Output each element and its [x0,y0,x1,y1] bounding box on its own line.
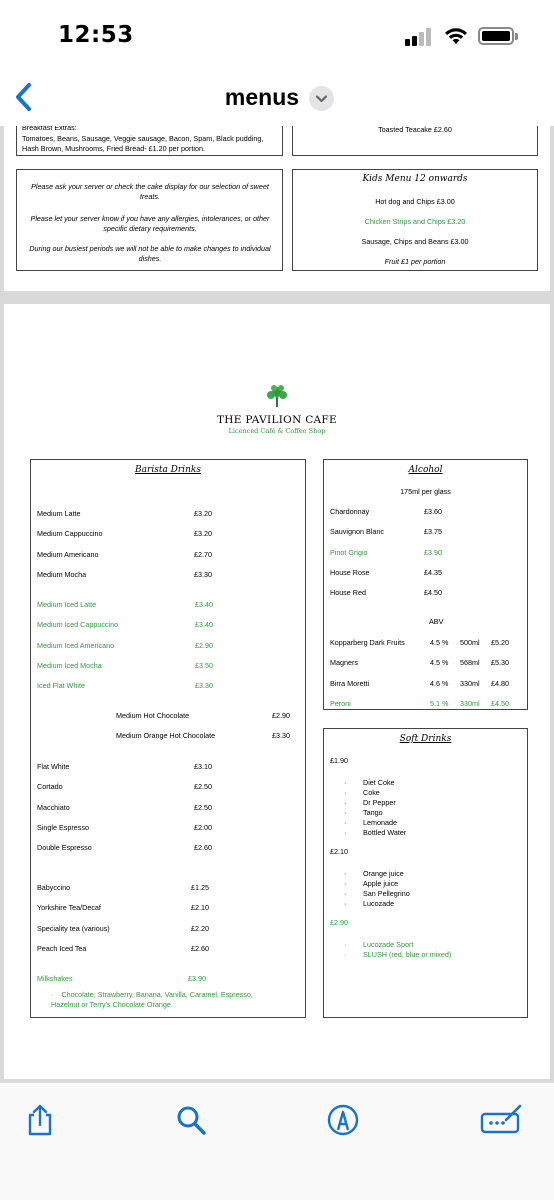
drink-price: £2.90 [195,640,213,650]
logo-subtitle: Licenced Café & Coffee Shop [228,427,326,435]
document-viewer[interactable] [0,126,554,1082]
status-bar [0,0,554,70]
drink-price: £3.20 [194,509,212,518]
drink-name: Iced Flat White [37,681,85,691]
soft-drink-item: Coke [363,788,380,797]
wine-name: Pinot Grigio [330,547,368,557]
menu-page-2 [4,304,550,1079]
drink-name: Flat White [37,762,70,771]
wine-price: £4.50 [424,588,442,598]
drink-price: £3.10 [194,762,212,771]
alcohol-title: Alcohol [408,465,443,475]
soft-drink-item: Lucozade Sport [363,940,414,949]
share-icon[interactable] [23,1103,57,1137]
soft-drink-item: Dr Pepper [363,798,396,807]
beer-name: Magners [330,658,358,668]
barista-title: Barista Drinks [135,465,201,475]
note-busy: During our busiest periods we will not be able to make changes to individual dishes. [29,244,271,263]
soft-drink-item: Lucozade [363,899,395,908]
beer-name: Kopparberg Dark Fruits [330,638,405,647]
drink-name: Peach Iced Tea [37,943,87,953]
battery-icon [478,27,514,45]
beer-price: £5.30 [491,658,509,668]
drink-name: Medium Orange Hot Chocolate [116,731,216,741]
drink-name: Medium Iced Mocha [37,660,102,670]
menu-page-1 [4,126,550,291]
teacake-box [292,126,538,156]
barista-drinks-box [30,459,306,1018]
wifi-icon [444,26,468,46]
drink-price: £2.60 [194,843,212,853]
bullet: · [344,788,347,797]
wine-name: House Red [330,588,366,598]
logo-name: THE PAVILION CAFE [217,414,337,426]
beer-abv: 4.5 % [430,658,449,668]
markup-icon[interactable] [326,1103,360,1137]
soft-drink-item: Tango [363,808,383,817]
soft-drink-item: Apple juice [363,879,399,888]
wine-name: House Rose [330,567,370,577]
milkshake-flavours: · Chocolate, Strawberry, Banana, Vanilla, Caramel, Espresso, Hazelnut or Terry's Chocolate Orange. [51,990,253,1009]
drink-price: £2.70 [194,549,212,559]
drink-name: Milkshakes [37,974,73,983]
kids-menu-title: Kids Menu 12 onwards [362,174,468,184]
bullet: · [344,950,347,959]
kids-item: Hot dog and Chips £3.00 [375,197,455,206]
search-icon[interactable] [174,1103,208,1137]
drink-price: £1.25 [191,883,209,892]
soft-drink-item: San Pellegrino [363,889,410,898]
soft-price: £2.90 [330,918,348,927]
beer-name: Birra Moretti [330,678,370,688]
bullet: · [344,879,347,888]
abv-header: ABV [429,617,444,626]
drink-price: £3.40 [195,620,213,630]
bullet: · [344,828,347,837]
drink-name: Medium Iced Americano [37,640,115,650]
drink-price: £3.50 [195,660,213,670]
drink-name: Speciality tea (various) [37,923,110,933]
soft-drink-item: Orange juice [363,869,404,878]
beer-price: £4.50 [491,698,509,708]
beer-size: 330ml [460,678,480,688]
wine-name: Chardonnay [330,507,370,516]
drink-name: Macchiato [37,802,70,812]
bullet: · [344,940,347,949]
wine-name: Sauvignon Blanc [330,527,384,537]
page-title[interactable]: menus [224,84,300,110]
soft-price: £1.90 [330,756,348,765]
kids-item: Chicken Strips and Chips £3.20 [364,217,466,226]
drink-name: Double Espresso [37,843,92,853]
cellular-signal-icon [405,27,435,46]
alcohol-subtitle: 175ml per glass [400,487,451,496]
kids-item: Sausage, Chips and Beans £3.00 [361,237,469,246]
drink-name: Medium Iced Cappuccino [37,620,119,630]
drink-price: £2.50 [194,782,212,792]
wine-price: £3.75 [424,527,442,537]
drink-price: £2.60 [191,943,209,953]
soft-drink-item: Diet Coke [363,778,395,787]
wine-price: £3.60 [424,507,442,516]
bullet: · [344,889,347,898]
bullet: · [344,798,347,807]
soft-drink-item: Bottled Water [363,828,407,837]
drink-price: £3.40 [195,600,213,609]
drink-price: £3.30 [195,681,213,691]
beer-size: 500ml [460,638,480,647]
beer-abv: 4.6 % [430,678,449,688]
drink-price: £3.20 [194,529,212,539]
breakfast-extras-title: Breakfast Extras: [22,126,77,132]
drink-name: Medium Americano [37,549,99,559]
drink-price: £3.30 [272,731,290,741]
soft-drinks-title: Soft Drinks [399,734,452,744]
drink-name: Medium Hot Chocolate [116,711,190,720]
wine-price: £4.35 [424,567,442,577]
navigation-bar [0,70,554,126]
bullet: · [344,869,347,878]
chevron-down-icon [309,86,334,111]
drink-price: £3.90 [188,974,206,983]
tree-logo-icon [266,384,288,408]
drink-price: £2.50 [194,802,212,812]
status-time: 12:53 [58,22,134,48]
drink-name: Cortado [37,782,63,792]
beer-name: Peroni [330,698,351,708]
drink-price: £3.30 [194,569,212,579]
teacake-item: Toasted Teacake £2.60 [378,126,452,134]
drink-name: Yorkshire Tea/Decaf [37,903,101,913]
wine-price: £3.90 [424,547,442,557]
soft-drinks-box [323,728,528,1018]
title-menu-button[interactable] [309,86,334,111]
beer-size: 330ml [460,698,480,708]
drink-name: Medium Cappuccino [37,529,103,539]
alcohol-box [323,459,528,710]
form-fill-icon[interactable] [480,1103,524,1137]
beer-price: £4.80 [491,678,509,688]
notes-box [16,169,283,271]
bottom-toolbar [0,1082,554,1200]
breakfast-extras-list: Tomatoes, Beans, Sausage, Veggie sausage, Bacon, Spam, Black pudding, Hash Brown, Mushrooms, Fried Bread- £1.20 per portion. [22,134,264,153]
drink-price: £2.00 [194,822,212,832]
drink-name: Medium Mocha [37,569,87,579]
drink-name: Medium Iced Latte [37,600,97,609]
beer-size: 568ml [460,658,480,668]
bullet: · [344,899,347,908]
beer-abv: 5.1 % [430,698,449,708]
bullet: · [344,778,347,787]
breakfast-extras-box [16,126,283,156]
drink-price: £2.20 [191,923,209,933]
kids-fruit: Fruit £1 per portion [384,257,446,266]
beer-price: £5.20 [491,638,509,647]
soft-price: £2.10 [330,847,348,856]
drink-name: Single Espresso [37,822,89,832]
drink-name: Medium Latte [37,509,81,518]
drink-price: £2.90 [272,711,290,720]
note-allergies: Please let your server know if you have any allergies, intolerances, or other specific dietary requirements. [30,214,270,233]
beer-abv: 4.5 % [430,638,449,647]
note-cake: Please ask your server or check the cake display for our selection of sweet treats. [31,182,269,201]
kids-menu-box [292,169,538,271]
soft-drink-item: SLUSH (red, blue or mixed) [363,950,452,959]
bullet: · [344,808,347,817]
soft-drink-item: Lemonade [363,818,397,827]
bullet: · [344,818,347,827]
drink-name: Babyccino [37,883,71,892]
drink-price: £2.10 [191,903,209,913]
